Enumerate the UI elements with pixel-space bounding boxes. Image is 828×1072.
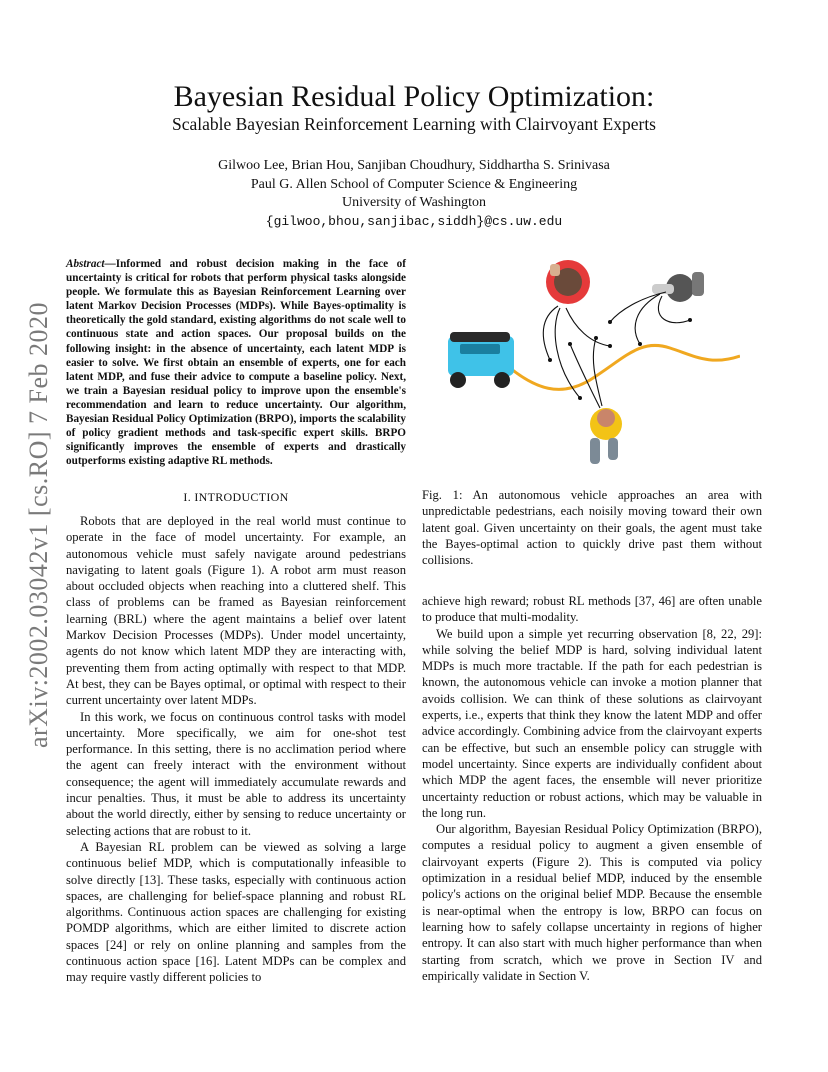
paragraph: In this work, we focus on continuous control tasks with model uncertainty. More specifically, we aim for one-shot test performance. In this setting, there is no acclimation period where the agent can freely interact with the environment without consequence; the agent will immediately accumulate rewards and incur penalties. Thus, it must be able to address its uncertainty about the world directly, either by sensing to reduce uncertainty or selecting actions that are robust to it. [66, 709, 406, 838]
abstract-label: Abstract [66, 258, 105, 270]
university: University of Washington [341, 195, 487, 210]
vehicle-path [510, 345, 740, 389]
paragraph: A Bayesian RL problem can be viewed as solving a large continuous belief MDP, which is computationally infeasible to solve directly [13]. These tasks, especially with continuous action spaces, are challenging for belief-space planning and robust RL algorithms. Continuous action spaces are challenging for existing POMDP algorithms, which are either limited to discrete action spaces [24] or rely on online planning and samples from the continuous action space [16]. Latent MDPs can be complex and may require vastly different policies to [66, 839, 406, 985]
pedestrian-bottom-icon [590, 408, 622, 464]
autonomous-vehicle-icon [448, 332, 514, 388]
figure-1-illustration [440, 248, 740, 480]
paper-title: Bayesian Residual Policy Optimization: [173, 80, 655, 113]
right-column-body [422, 593, 762, 984]
paper-subtitle: Scalable Bayesian Reinforcement Learning with Clairvoyant Experts [171, 114, 656, 134]
affiliation: Paul G. Allen School of Computer Science & Engineering [250, 176, 578, 192]
paragraph: Robots that are deployed in the real world must continue to operate in the face of model uncertainty. For example, an autonomous vehicle must safely navigate around pedestrians navigating to latent goals (Figure 1). A robot arm must reason about occluded objects when reaching into a cluttered shelf. This class of problems can be framed as Bayesian reinforcement learning (BRL) where the agent maintains a belief over latent Markov Decision Processes (MDPs). Under model uncertainty, agents do not know which latent MDP they are interacting with, preventing them from acting optimally with respect to that MDP. At best, they can be Bayes optimal, or optimal with respect to their current uncertainty over latent MDPs. [66, 514, 406, 708]
pedestrian-right-icon [652, 272, 704, 302]
paragraph: Our algorithm, Bayesian Residual Policy Optimization (BRPO), computes a residual policy to augment a given ensemble of clairvoyant experts (Figure 2). This is computed via policy optimization in a residual belief MDP, induced by the ensemble policy's actions on the original belief MDP. Because the ensemble is near-optimal when the entropy is low, BRPO can focus on learning how to safely collapse uncertainty in regions of higher entropy. It can also start with much higher performance than when starting from scratch, which we prove in Section IV and empirically validate in Section V. [422, 822, 762, 983]
figure-caption: Fig. 1: An autonomous vehicle approaches an area with unpredictable pedestrians, each noisily moving toward their own latent goal. Given uncertainty on their goals, the agent must take the Bayes-optimal action to quickly drive past them without collisions. [422, 488, 762, 568]
arxiv-stamp [24, 290, 54, 760]
paragraph: We build upon a simple yet recurring observation [8, 22, 29]: while solving the belief MDP is hard, solving individual latent MDPs is much more tractable. If the path for each pedestrian is known, the autonomous vehicle can invoke a motion planner that avoids collision. We can think of these solutions as clairvoyant experts, i.e., experts that think they know the latent MDP and offer advice accordingly. Combining advice from the clairvoyant experts can be effective, but such an ensemble policy can struggle with model uncertainty. Since experts are individually confident about which MDP the agent faces, the ensemble will never prioritize uncertainty reduction or robust actions, which may be valuable in the long run. [422, 626, 762, 820]
section-heading: I. INTRODUCTION [183, 490, 289, 504]
pedestrian-top-icon [546, 260, 590, 304]
paragraph: achieve high reward; robust RL methods [37, 46] are often unable to produce that multi-modality. [422, 594, 762, 625]
arxiv-stamp-text: arXiv:2002.03042v1 [cs.RO] 7 Feb 2020 [24, 301, 53, 749]
author-block [0, 157, 828, 231]
authors: Gilwoo Lee, Brian Hou, Sanjiban Choudhury, Siddhartha S. Srinivasa [218, 158, 610, 173]
emails: {gilwoo,bhou,sanjibac,siddh}@cs.uw.edu [265, 213, 563, 229]
pedestrian-trajectories [543, 292, 690, 408]
abstract-text: —Informed and robust decision making in the face of uncertainty is critical for robots that perform physical tasks alongside people. We formulate this as Bayesian Reinforcement Learning over latent Markov Decision Processes (MDPs). While Bayes-optimality is theoretically the gold standard, existing algorithms do not scale well to continuous state and action spaces. Our proposal builds on the following insight: in the absence of uncertainty, each latent MDP is easier to solve. We first obtain an ensemble of experts, one for each latent MDP, and fuse their advice to compute a baseline policy. Next, we train a Bayesian residual policy to improve upon the ensemble's recommendation and learn to reduce uncertainty. Our algorithm, Bayesian Residual Policy Optimization (BRPO), imports the scalability of policy gradient methods and task-specific expert skills. BRPO significantly improves the ensemble of experts and drastically outperforms existing adaptive RL methods. [66, 258, 406, 468]
left-column-body [66, 513, 406, 986]
abstract [66, 257, 406, 468]
